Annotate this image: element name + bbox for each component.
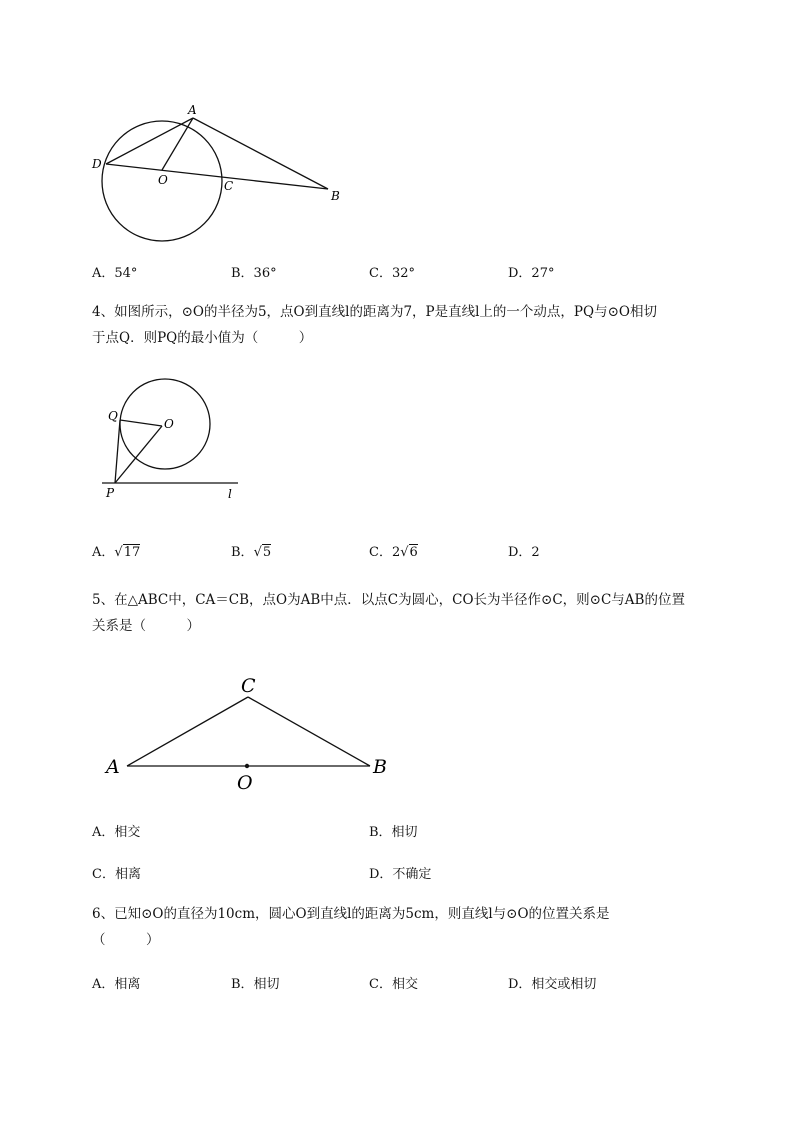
q4-option-a-radicand: 17 — [123, 545, 141, 560]
q4-option-c-radicand: 6 — [409, 545, 418, 560]
q5-option-a[interactable]: A．相交 — [92, 825, 141, 840]
segment-op — [115, 426, 162, 483]
q3-option-b[interactable]: B．36° — [231, 266, 277, 281]
q6-option-c[interactable]: C．相交 — [369, 977, 418, 992]
q6-option-a[interactable]: A．相离 — [92, 977, 141, 992]
segment-qo — [120, 420, 162, 426]
question-4-line-1: 4、如图所示，⊙O的半径为5，点O到直线l的距离为7，P是直线l上的一个动点，PQ与⊙O相切 — [92, 304, 657, 320]
label-q: Q — [108, 409, 118, 423]
q6-option-b[interactable]: B．相切 — [231, 977, 280, 992]
sqrt-icon: √5 — [253, 545, 272, 560]
label-p: P — [106, 486, 115, 500]
q4-option-b-prefix: B． — [231, 545, 254, 560]
segment-db — [106, 164, 328, 189]
q3-option-a[interactable]: A．54° — [92, 266, 138, 281]
label-d: D — [92, 157, 102, 171]
q4-option-b-radicand: 5 — [262, 545, 272, 560]
label-a: A — [188, 103, 197, 117]
question-4 — [92, 299, 737, 351]
q3-option-c[interactable]: C．32° — [369, 266, 415, 281]
q5-option-c[interactable]: C．相离 — [92, 867, 141, 882]
q4-option-a[interactable] — [92, 541, 140, 560]
segment-ac — [127, 697, 248, 766]
question-6-line-2: （ ） — [92, 932, 160, 948]
figure-tangent-pq — [100, 370, 245, 505]
question-6-line-1: 6、已知⊙O的直径为10cm，圆心O到直线l的距离为5cm，则直线l与⊙O的位置关系是 — [92, 906, 610, 922]
question-5-line-2: 关系是（ ） — [92, 618, 200, 634]
label-l: l — [228, 487, 232, 501]
label-b: B — [331, 189, 340, 203]
segment-ab — [193, 118, 328, 189]
q4-option-c[interactable] — [369, 541, 418, 560]
label-o: O — [158, 173, 168, 187]
figure-circle-tangent-ab — [85, 100, 355, 260]
question-6 — [92, 901, 737, 953]
question-4-line-2: 于点Q．则PQ的最小值为（ ） — [92, 330, 313, 346]
q4-option-a-prefix: A． — [92, 545, 115, 560]
q3-option-d[interactable]: D．27° — [508, 266, 555, 281]
label-c: C — [224, 179, 234, 193]
q5-option-d[interactable]: D．不确定 — [369, 867, 432, 882]
sqrt-icon: √17 — [114, 545, 141, 560]
segment-qp — [115, 420, 120, 483]
q4-option-c-prefix: C．2 — [369, 545, 401, 560]
point-o — [245, 764, 249, 768]
q6-option-d[interactable]: D．相交或相切 — [508, 977, 597, 992]
sqrt-icon: √6 — [400, 545, 418, 560]
question-5-line-1: 5、在△ABC中，CA＝CB，点O为AB中点．以点C为圆心，CO长为半径作⊙C，则⊙C与AB的位置 — [92, 592, 685, 608]
figure-triangle-abc — [100, 668, 400, 798]
label-b: B — [373, 756, 387, 778]
label-c: C — [241, 675, 256, 697]
q4-option-d[interactable]: D．2 — [508, 545, 540, 560]
question-5 — [92, 587, 737, 639]
q4-option-b[interactable] — [231, 541, 271, 560]
label-o: O — [164, 417, 174, 431]
label-a: A — [106, 756, 120, 778]
q5-option-b[interactable]: B．相切 — [369, 825, 418, 840]
label-o: O — [237, 772, 253, 794]
segment-cb — [248, 697, 370, 766]
